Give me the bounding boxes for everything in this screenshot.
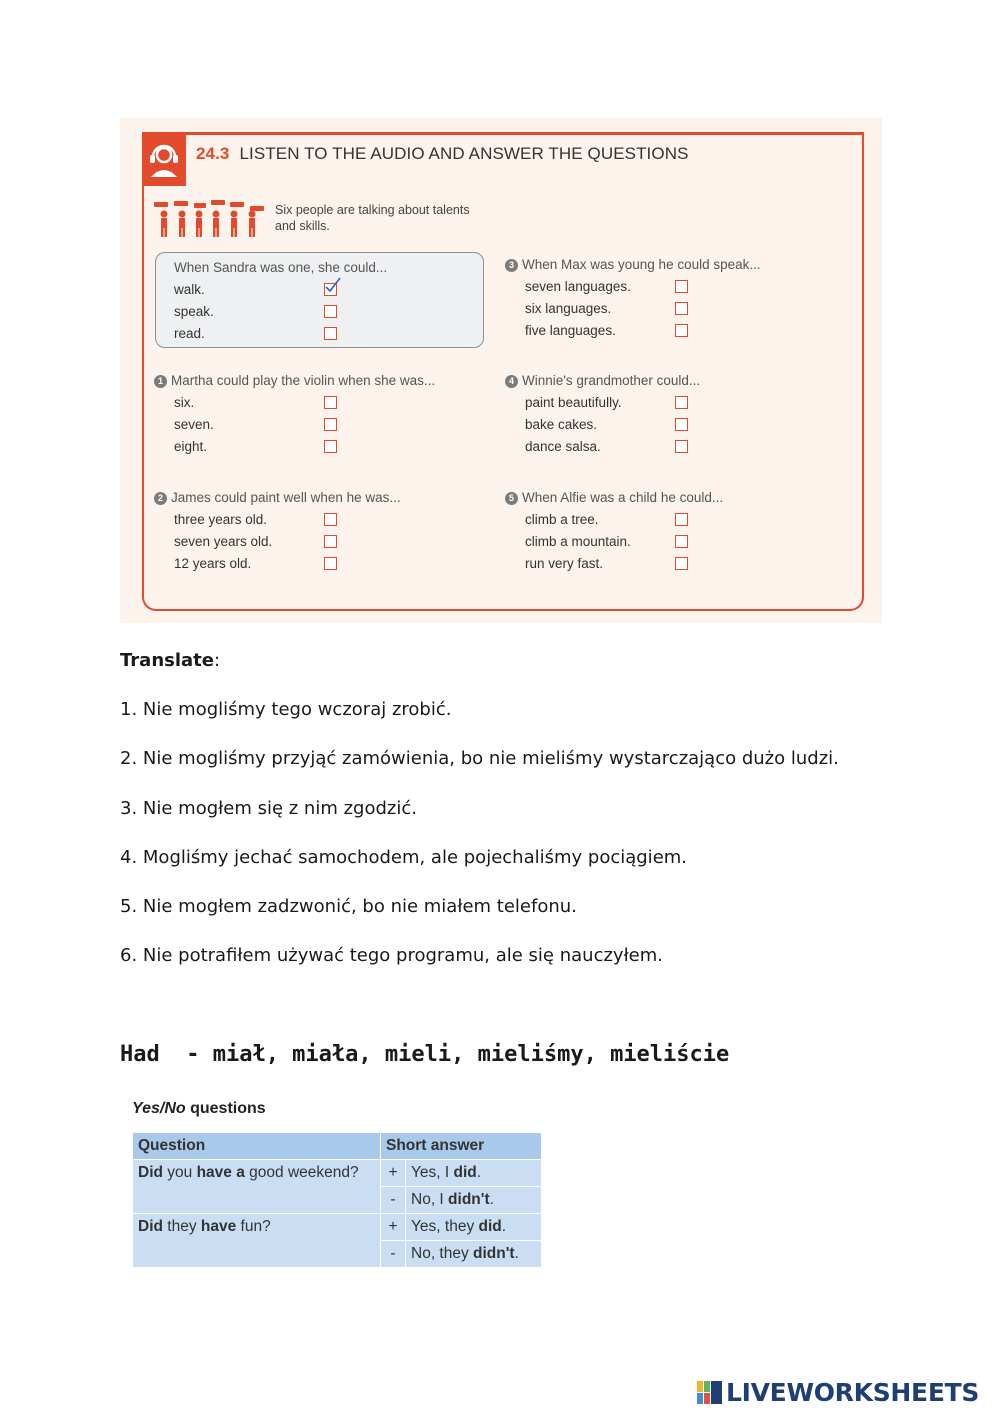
liveworksheets-logo[interactable] <box>697 1378 979 1407</box>
answer-option: six languages. <box>525 298 825 320</box>
exercise-card <box>120 118 882 623</box>
minus-sign: - <box>381 1241 406 1268</box>
question-stem: Martha could play the violin when she was... <box>171 373 436 388</box>
answer-checkbox[interactable] <box>675 280 688 293</box>
question-stem: When Max was young he could speak... <box>522 257 761 272</box>
answer-checkbox[interactable] <box>324 513 337 526</box>
answer-option: seven. <box>174 414 474 436</box>
exercise-intro: Six people are talking about talents and skills. <box>275 203 470 233</box>
question-3 <box>505 254 825 342</box>
translate-item: 3. Nie mogłem się z nim zgodzić. <box>120 797 417 819</box>
translate-item: 1. Nie mogliśmy tego wczoraj zrobić. <box>120 699 452 720</box>
col-short-answer-header: Short answer <box>381 1133 542 1160</box>
plus-sign: + <box>381 1214 406 1241</box>
col-question-header: Question <box>133 1133 381 1160</box>
question-number: 4 <box>505 375 518 388</box>
brand-name: LIVEWORKSHEETS <box>726 1378 980 1407</box>
example-stem: When Sandra was one, she could... <box>174 260 388 275</box>
answer-option: three years old. <box>174 509 474 531</box>
example-checkbox[interactable] <box>324 327 337 340</box>
liveworksheets-logo-icon <box>697 1381 723 1405</box>
exercise-title <box>196 144 689 164</box>
exercise-top-rule <box>142 132 862 135</box>
answer-checkbox[interactable] <box>675 440 688 453</box>
question-5 <box>505 487 825 575</box>
question-4 <box>505 370 825 458</box>
answer-checkbox[interactable] <box>675 557 688 570</box>
table-header-row <box>133 1133 542 1160</box>
answer-checkbox[interactable] <box>675 324 688 337</box>
minus-sign: - <box>381 1187 406 1214</box>
headphones-icon <box>142 132 186 186</box>
question-stem: James could paint well when he was... <box>171 490 401 505</box>
exercise-title-text: LISTEN TO THE AUDIO AND ANSWER THE QUESTIONS <box>239 144 689 163</box>
question-number: 2 <box>154 492 167 505</box>
answer-option: climb a tree. <box>525 509 825 531</box>
question-cell: Did you have a good weekend? <box>133 1160 381 1214</box>
answer-checkbox[interactable] <box>675 302 688 315</box>
table-row <box>133 1214 542 1241</box>
answer-option: climb a mountain. <box>525 531 825 553</box>
question-number: 3 <box>505 259 518 272</box>
answer-option: run very fast. <box>525 553 825 575</box>
translate-item: 6. Nie potrafiłem używać tego programu, ale się nauczyłem. <box>120 945 664 967</box>
negative-answer: No, they didn't. <box>406 1241 542 1268</box>
answer-checkbox[interactable] <box>324 440 337 453</box>
answer-checkbox[interactable] <box>324 557 337 570</box>
table-row <box>133 1160 542 1187</box>
translate-item: 4. Mogliśmy jechać samochodem, ale pojechaliśmy pociągiem. <box>120 846 688 868</box>
question-1 <box>154 370 474 458</box>
grammar-table <box>132 1132 542 1268</box>
answer-checkbox[interactable] <box>324 418 337 431</box>
answer-option: seven years old. <box>174 531 474 553</box>
people-talking-icon <box>154 200 266 242</box>
question-stem: Winnie's grandmother could... <box>522 373 701 388</box>
translate-item: 5. Nie mogłem zadzwonić, bo nie miałem telefonu. <box>120 896 577 918</box>
answer-option: seven languages. <box>525 276 825 298</box>
answer-checkbox[interactable] <box>675 535 688 548</box>
translate-title: Translate: <box>120 650 221 671</box>
translate-list <box>120 698 839 994</box>
answer-checkbox[interactable] <box>675 513 688 526</box>
positive-answer: Yes, I did. <box>406 1160 542 1187</box>
answer-checkbox[interactable] <box>675 396 688 409</box>
answer-option: dance salsa. <box>525 436 825 458</box>
example-option: speak. <box>174 301 474 323</box>
negative-answer: No, I didn't. <box>406 1187 542 1214</box>
example-checkbox[interactable] <box>324 305 337 318</box>
answer-option: bake cakes. <box>525 414 825 436</box>
answer-checkbox[interactable] <box>675 418 688 431</box>
positive-answer: Yes, they did. <box>406 1214 542 1241</box>
question-stem: When Alfie was a child he could... <box>522 490 724 505</box>
answer-option: five languages. <box>525 320 825 342</box>
answer-option: eight. <box>174 436 474 458</box>
question-number: 5 <box>505 492 518 505</box>
exercise-number: 24.3 <box>196 144 230 163</box>
yes-no-title: Yes/No questions <box>132 1100 266 1117</box>
had-heading: Had - miał, miała, mieli, mieliśmy, mieliście <box>120 1042 730 1067</box>
checkmark-icon <box>323 276 343 294</box>
answer-checkbox[interactable] <box>324 396 337 409</box>
example-question <box>155 252 484 348</box>
question-2 <box>154 487 474 575</box>
question-cell: Did they have fun? <box>133 1214 381 1268</box>
example-checkbox-checked[interactable] <box>324 283 337 296</box>
answer-option: paint beautifully. <box>525 392 825 414</box>
example-option: read. <box>174 323 474 345</box>
answer-checkbox[interactable] <box>324 535 337 548</box>
translate-item: 2. Nie mogliśmy przyjąć zamówienia, bo nie mieliśmy wystarczająco dużo ludzi. <box>120 748 839 770</box>
answer-option: 12 years old. <box>174 553 474 575</box>
example-option: walk. <box>174 279 474 301</box>
plus-sign: + <box>381 1160 406 1187</box>
answer-option: six. <box>174 392 474 414</box>
question-number: 1 <box>154 375 167 388</box>
